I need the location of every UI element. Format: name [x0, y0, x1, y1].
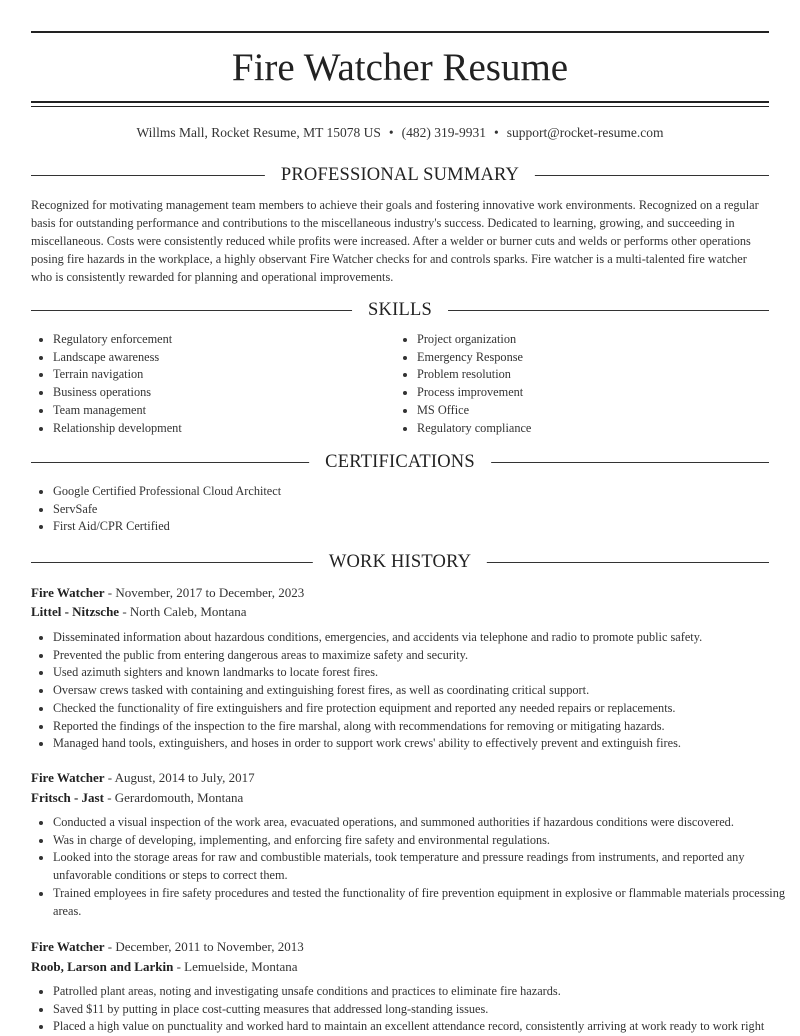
section-heading-summary — [31, 162, 769, 188]
contact-line — [0, 123, 800, 143]
job-title: Fire Watcher — [31, 939, 105, 954]
job-bullets — [31, 629, 791, 753]
job-company-line — [31, 957, 298, 976]
resume-title: Fire Watcher Resume — [231, 46, 569, 89]
job-location: - Lemuelside, Montana — [173, 959, 298, 974]
job-company: Littel - Nitzsche — [31, 604, 120, 619]
skill-item: • Team management — [53, 402, 393, 420]
contact-address: Willms Mall, Rocket Resume, MT 15078 US — [136, 125, 381, 140]
job-title-line — [31, 768, 255, 787]
section-heading-label: SKILLS — [352, 297, 448, 323]
section-heading-label: WORK HISTORY — [313, 549, 487, 575]
job-bullet: • Prevented the public from entering dangerous areas to maximize safety and security. — [53, 647, 791, 665]
skill-item: • Regulatory enforcement — [53, 331, 393, 349]
certification-item: • First Aid/CPR Certified — [53, 518, 753, 536]
title-rule-upper — [31, 101, 769, 103]
job-title: Fire Watcher — [31, 585, 105, 600]
job-bullet: • Checked the functionality of fire extinguishers and fire protection equipment and reported any needed repairs or replacements. — [53, 700, 791, 718]
job-dates: - November, 2017 to December, 2023 — [104, 585, 305, 600]
job-bullet: • Was in charge of developing, implementing, and enforcing fire safety and environmental regulations. — [53, 832, 791, 850]
contact-phone: (482) 319-9931 — [401, 125, 487, 140]
skill-item: • MS Office — [417, 402, 777, 420]
skills-list-left — [31, 331, 393, 437]
skills-list-right — [395, 331, 777, 437]
top-rule — [31, 31, 769, 33]
job-bullet: • Placed a high value on punctuality and worked hard to maintain an excellent attendance record, consistently arriving at work ready to work right — [53, 1018, 791, 1036]
title-rule-lower — [31, 106, 769, 107]
job-bullets — [31, 983, 791, 1036]
job-bullets — [31, 814, 791, 920]
section-heading-label: CERTIFICATIONS — [309, 449, 491, 475]
job-bullet: • Patrolled plant areas, noting and investigating unsafe conditions and practices to eliminate fire hazards. — [53, 983, 791, 1001]
bullet-separator: • — [388, 125, 394, 140]
skill-item: • Project organization — [417, 331, 777, 349]
certification-item: • ServSafe — [53, 501, 753, 519]
job-bullet: • Managed hand tools, extinguishers, and hoses in order to support work crews' ability to effectively prevent and extinguish fires. — [53, 735, 791, 753]
job-company: Fritsch - Jast — [31, 790, 104, 805]
job-location: - Gerardomouth, Montana — [103, 790, 244, 805]
job-bullet: • Trained employees in fire safety procedures and tested the functionality of fire prevention equipment in explosive or flammable materials processing areas. — [53, 885, 791, 920]
section-heading-work-history — [31, 549, 769, 575]
section-heading-skills — [31, 297, 769, 323]
job-bullet: • Disseminated information about hazardous conditions, emergencies, and accidents via telephone and radio to promote public safety. — [53, 629, 791, 647]
skill-item: • Terrain navigation — [53, 366, 393, 384]
job-bullet: • Looked into the storage areas for raw and combustible materials, took temperature and pressure readings from instruments, and reported any unfavorable conditions or steps to correct them. — [53, 849, 791, 884]
skill-item: • Relationship development — [53, 420, 393, 438]
skill-item: • Business operations — [53, 384, 393, 402]
contact-email[interactable]: support@rocket-resume.com — [506, 125, 664, 140]
job-title-line — [31, 583, 304, 602]
job-title-line — [31, 937, 304, 956]
skill-item: • Regulatory compliance — [417, 420, 777, 438]
job-title: Fire Watcher — [31, 770, 105, 785]
certification-item: • Google Certified Professional Cloud Architect — [53, 483, 753, 501]
job-dates: - August, 2014 to July, 2017 — [104, 770, 255, 785]
section-heading-label: PROFESSIONAL SUMMARY — [265, 162, 535, 188]
job-dates: - December, 2011 to November, 2013 — [104, 939, 304, 954]
section-heading-certifications — [31, 449, 769, 475]
summary-text: Recognized for motivating management team members to achieve their goals and fostering innovative work environments. Recognized on a regular basis for outstanding performance and contributions to the miscellaneous industry's success. Dedicated to learning, growing, and succeeding in miscellaneous. Costs were consistently reduced while profits were increased. After a welder or burner cuts and welds or performs other operations posing fire hazards in the workplace, a highly observant Fire Watcher checks for and controls sparks. Fire watcher is a multi-talented fire watcher who is consistently rewarded for planning and operational improvements. — [31, 198, 759, 284]
job-company-line — [31, 788, 243, 807]
job-company-line — [31, 602, 247, 621]
bullet-separator: • — [494, 125, 499, 140]
job-bullet: • Saved $11 by putting in place cost-cutting measures that addressed long-standing issues. — [53, 1001, 791, 1019]
job-bullet: • Conducted a visual inspection of the work area, evacuated operations, and summoned authorities if hazardous conditions were discovered. — [53, 814, 791, 832]
job-company: Roob, Larson and Larkin — [31, 959, 174, 974]
certifications-list — [31, 483, 753, 536]
skill-item: • Emergency Response — [417, 349, 777, 367]
skill-item: • Problem resolution — [417, 366, 777, 384]
job-bullet: • Reported the findings of the inspection to the fire marshal, along with recommendations for removing or mitigating hazards. — [53, 718, 791, 736]
skill-item: • Landscape awareness — [53, 349, 393, 367]
job-bullet: • Used azimuth sighters and known landmarks to locate forest fires. — [53, 664, 791, 682]
job-location: - North Caleb, Montana — [119, 604, 247, 619]
skill-item: • Process improvement — [417, 384, 777, 402]
job-bullet: • Oversaw crews tasked with containing and extinguishing forest fires, as well as coordinating critical support. — [53, 682, 791, 700]
